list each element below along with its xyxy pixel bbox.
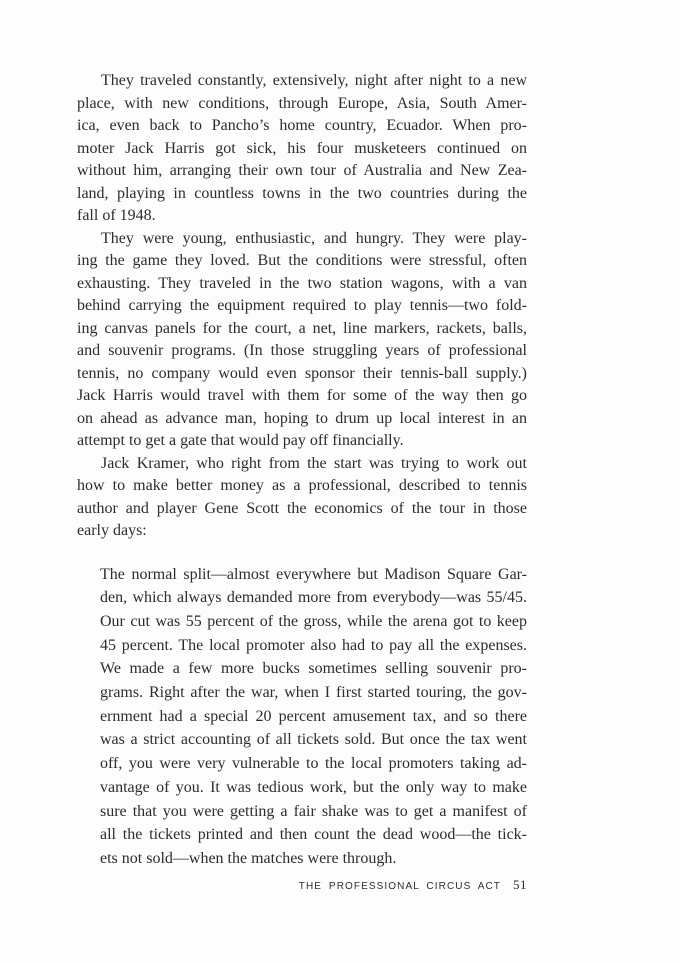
text-line: exhausting. They traveled in the two station wagons, with a van bbox=[77, 274, 527, 292]
quote-line: was a strict accounting of all tickets sold. But once the tax went bbox=[100, 731, 527, 749]
text-line: land, playing in countless towns in the two countries during the bbox=[77, 184, 527, 202]
paragraph bbox=[77, 70, 527, 228]
quote-line: 45 percent. The local promoter also had to pay all the expenses. bbox=[100, 636, 527, 654]
text-line: fall of 1948. bbox=[77, 207, 156, 224]
block-quote bbox=[100, 563, 527, 871]
quote-line: ets not sold—when the matches were through. bbox=[100, 849, 397, 867]
quote-line: sure that you were getting a fair shake was to get a manifest of bbox=[100, 802, 527, 820]
body-paragraphs bbox=[77, 70, 527, 543]
text-line: Jack Kramer, who right from the start was trying to work out bbox=[101, 454, 527, 472]
text-line: tennis, no company would even sponsor their tennis-ball supply.) bbox=[77, 364, 527, 382]
text-line: ica, even back to Pancho’s home country, Ecuador. When pro- bbox=[77, 117, 527, 134]
quote-line: off, you were very vulnerable to the local promoters taking ad- bbox=[100, 755, 527, 773]
text-line: They were young, enthusiastic, and hungry. They were play- bbox=[101, 229, 527, 247]
text-line: how to make better money as a professional, described to tennis bbox=[77, 477, 527, 494]
text-line: and souvenir programs. (In those struggling years of professional bbox=[77, 342, 527, 359]
quote-line: grams. Right after the war, when I first started touring, the gov- bbox=[100, 684, 527, 702]
text-line: behind carrying the equipment required to play tennis—two fold- bbox=[77, 297, 527, 314]
text-line: author and player Gene Scott the economics of the tour in those bbox=[77, 499, 527, 517]
paragraph bbox=[77, 228, 527, 453]
quote-line: The normal split—almost everywhere but Madison Square Gar- bbox=[100, 565, 527, 583]
text-line: place, with new conditions, through Europe, Asia, South Amer- bbox=[77, 94, 527, 112]
running-head: THE PROFESSIONAL CIRCUS ACT bbox=[298, 881, 501, 892]
quote-line: Our cut was 55 percent of the gross, while the arena got to keep bbox=[100, 612, 527, 630]
quote-line: ernment had a special 20 percent amusement tax, and so there bbox=[100, 707, 527, 725]
page-number: 51 bbox=[513, 877, 527, 892]
paragraph bbox=[77, 453, 527, 543]
text-line: Jack Harris would travel with them for some of the way then go bbox=[77, 387, 527, 404]
text-line: early days: bbox=[77, 522, 147, 539]
quote-line: vantage of you. It was tedious work, but the only way to make bbox=[100, 778, 527, 796]
text-line: on ahead as advance man, hoping to drum up local interest in an bbox=[77, 409, 527, 427]
text-line: moter Jack Harris got sick, his four musketeers continued on bbox=[77, 139, 527, 157]
page-footer bbox=[77, 876, 527, 894]
text-line: ing canvas panels for the court, a net, line markers, rackets, balls, bbox=[77, 319, 527, 337]
text-line: without him, arranging their own tour of Australia and New Zea- bbox=[77, 162, 527, 179]
text-block bbox=[77, 70, 527, 871]
quote-line: den, which always demanded more from everybody—was 55/45. bbox=[100, 589, 527, 607]
quote-line: all the tickets printed and then count the dead wood—the tick- bbox=[100, 826, 527, 844]
quote-line: We made a few more bucks sometimes selling souvenir pro- bbox=[100, 660, 527, 678]
text-line: attempt to get a gate that would pay off financially. bbox=[77, 432, 404, 449]
text-line: They traveled constantly, extensively, night after night to a new bbox=[101, 72, 527, 89]
text-line: ing the game they loved. But the conditions were stressful, often bbox=[77, 252, 527, 269]
